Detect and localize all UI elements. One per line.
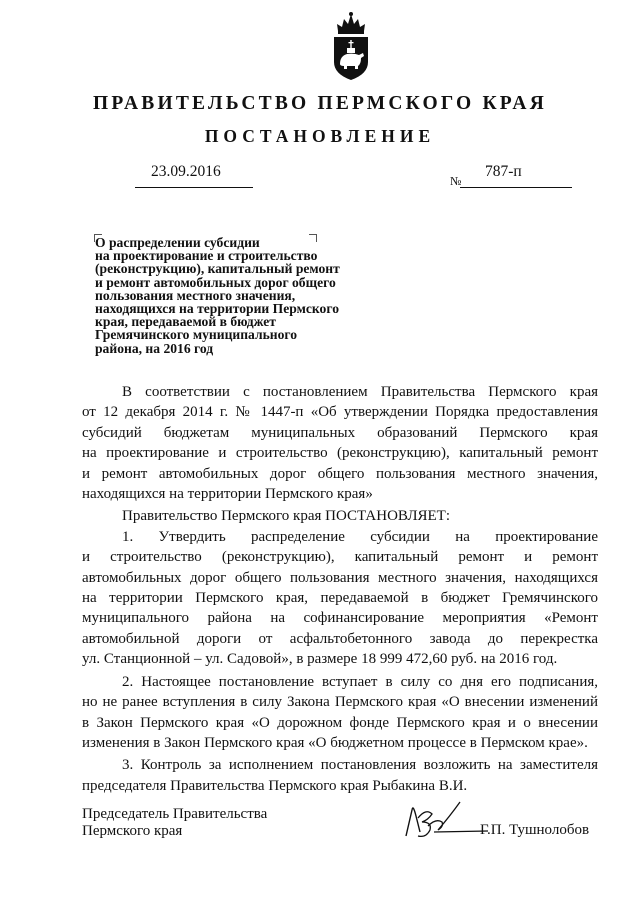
- signature-icon: [398, 796, 490, 846]
- subject-line: О распределении субсидии: [95, 235, 260, 250]
- body-line: автомобильных дорог общего пользования местного значения, находящихся: [82, 569, 598, 586]
- body-line: от 12 декабря 2014 г. № 1447-п «Об утверждении Порядка предоставления: [82, 404, 598, 421]
- body-line: муниципального района на софинансирование мероприятия «Ремонт: [82, 610, 598, 627]
- body-line: 2. Настоящее постановление вступает в силу со дня его подписания,: [122, 673, 598, 690]
- body-line: и ремонт автомобильных дорог общего пользования местного значения,: [82, 465, 598, 482]
- body-line: субсидий бюджетам муниципальных образований Пермского края: [82, 424, 598, 441]
- body-line: ул. Станционной – ул. Садовой», в размере 18 999 472,60 руб. на 2016 год.: [82, 651, 558, 668]
- body-line: В соответствии с постановлением Правительства Пермского края: [122, 384, 598, 400]
- subject-line: на проектирование и строительство: [95, 248, 318, 264]
- subject-line: Гремячинского муниципального: [95, 327, 298, 343]
- document-subject: [95, 236, 395, 355]
- document-type: ПОСТАНОВЛЕНИЕ: [204, 126, 436, 146]
- body-line: 1. Утвердить распределение субсидии на проектирование: [122, 528, 598, 545]
- subject-line: находящихся на территории Пермского: [95, 301, 339, 317]
- body-line: изменения в Закон Пермского края «О бюджетном процессе в Пермском крае».: [82, 734, 588, 751]
- body-line: автомобильной дороги от асфальтобетонного завода до перекрестка: [82, 630, 598, 647]
- body-line: 3. Контроль за исполнением постановления возложить на заместителя: [122, 757, 598, 774]
- body-line: Правительство Пермского края ПОСТАНОВЛЯЕТ:: [122, 508, 451, 525]
- position-line: Пермского края: [82, 823, 183, 839]
- document-date-field: [135, 163, 253, 188]
- position-line: Председатель Правительства: [82, 806, 268, 822]
- subject-line: пользования местного значения,: [95, 287, 296, 303]
- number-sign: №: [450, 174, 462, 188]
- body-line: находящихся на территории Пермского края»: [82, 486, 373, 503]
- coat-of-arms-icon: [328, 10, 374, 82]
- body-line: на территории Пермского края, передаваемой в бюджет Гремячинского: [82, 590, 598, 607]
- signatory-position: [82, 806, 267, 840]
- subject-line: и ремонт автомобильных дорог общего: [95, 274, 336, 290]
- government-title: ПРАВИТЕЛЬСТВО ПЕРМСКОГО КРАЯ: [93, 93, 547, 114]
- document-date: 23.09.2016: [151, 163, 221, 180]
- document-body: [82, 382, 598, 796]
- signer-name: Г.П. Тушнолобов: [480, 822, 590, 838]
- body-line: и строительство (реконструкцию), капитальный ремонт и ремонт: [82, 549, 598, 566]
- subject-line: (реконструкцию), капитальный ремонт: [95, 261, 340, 277]
- document-number-field: [460, 163, 572, 188]
- body-line: на проектирование и строительство (реконструкцию), капитальный ремонт: [82, 445, 598, 462]
- document-number: 787-п: [485, 163, 522, 180]
- subject-line: района, на 2016 год: [95, 340, 214, 356]
- body-line: председателя Правительства Пермского края Рыбакина В.И.: [82, 777, 468, 794]
- subject-line: края, передаваемой в бюджет: [95, 314, 276, 330]
- body-line: но не ранее вступления в силу Закона Пермского края «О внесении изменений: [82, 694, 598, 711]
- body-line: в Закон Пермского края «О дорожном фонде Пермского края и о внесении: [82, 714, 598, 731]
